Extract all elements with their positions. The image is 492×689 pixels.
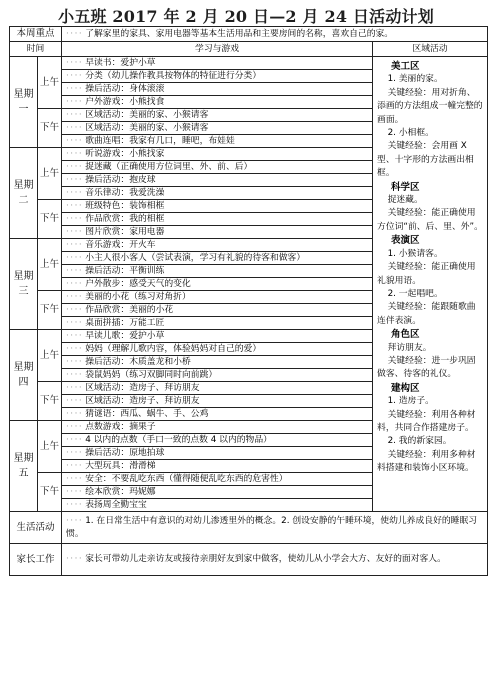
leader-dots: ····	[66, 383, 84, 393]
activity-cell	[62, 304, 373, 317]
activity-cell	[62, 278, 373, 291]
life-text	[62, 512, 488, 544]
leader-dots: ····	[66, 279, 84, 289]
activity-text: 户外游戏：小熊找食	[85, 97, 165, 107]
half-label-pm: 下午	[38, 200, 62, 239]
activity-text: 图片欣赏：家用电器	[85, 227, 165, 237]
leader-dots: ····	[66, 305, 84, 315]
activity-cell	[62, 447, 373, 460]
day-label: 星期二	[10, 148, 38, 239]
life-row	[10, 512, 488, 544]
area-heading: 美工区	[391, 61, 420, 72]
activity-text: 4 以内的点数（手口一致的点数 4 以内的物品）	[85, 435, 272, 445]
activity-cell	[62, 200, 373, 213]
leader-dots: ····	[66, 253, 84, 263]
area-heading: 建构区	[391, 382, 420, 394]
activity-cell	[62, 239, 373, 252]
activity-text: 区域活动：美丽的家、小猴请客	[85, 123, 209, 133]
activity-text: 区域活动：造房子、拜访朋友	[85, 383, 200, 393]
leader-dots: ····	[66, 344, 84, 354]
activity-cell	[62, 317, 373, 330]
activity-text: 分类（幼儿操作教具按物体的特征进行分类）	[85, 71, 262, 81]
header-time: 时间	[10, 42, 62, 57]
activity-text: 早读儿歌：爱护小草	[85, 331, 165, 341]
activity-cell	[62, 83, 373, 96]
activity-text: 听说游戏：小熊找家	[85, 149, 165, 159]
day-label: 星期四	[10, 330, 38, 421]
activity-cell	[62, 174, 373, 187]
activity-text: 音乐游戏：开火车	[85, 240, 156, 250]
leader-dots: ····	[66, 461, 84, 471]
half-label-am: 上午	[38, 239, 62, 291]
activity-cell	[62, 486, 373, 499]
activity-text: 班级特色：装饰相框	[85, 201, 165, 211]
leader-dots: ····	[66, 409, 84, 419]
half-label-pm: 下午	[38, 291, 62, 330]
activity-text: 歌曲连唱：我家有几口，睡吧，布娃娃	[85, 136, 235, 146]
activity-cell	[62, 291, 373, 304]
leader-dots: ····	[66, 266, 84, 276]
leader-dots: ····	[66, 240, 84, 250]
activity-cell	[62, 135, 373, 148]
activity-cell	[62, 213, 373, 226]
activity-text: 操后活动：身体滚滚	[85, 84, 165, 94]
area-heading: 科学区	[391, 181, 420, 193]
activity-text: 桌面拼插：万能工匠	[85, 318, 165, 328]
area-paragraph: 1. 造房子。	[387, 396, 434, 407]
leader-dots: ····	[66, 188, 84, 198]
activity-text: 音乐律动：我爱洗澡	[85, 188, 165, 198]
leader-dots: ····	[66, 149, 84, 159]
activity-text: 操后活动：木质盖龙和小桥	[85, 357, 191, 367]
half-label-pm: 下午	[38, 473, 62, 512]
focus-label: 本周重点	[10, 27, 62, 42]
activity-cell	[62, 109, 373, 122]
activity-cell	[62, 226, 373, 239]
activity-cell	[62, 122, 373, 135]
life-label: 生活活动	[10, 512, 62, 544]
activity-cell	[62, 473, 373, 486]
activity-text: 操后活动：平衡训练	[85, 266, 165, 276]
activity-cell	[62, 148, 373, 161]
area-paragraph: 拜访朋友。	[387, 342, 432, 353]
activity-cell	[62, 369, 373, 382]
leader-dots: ····	[66, 136, 84, 146]
leader-dots: ····	[66, 487, 84, 497]
parents-label: 家长工作	[10, 544, 62, 576]
area-paragraph: 2. 我的新家园。	[387, 436, 452, 447]
leader-dots: ····	[66, 227, 84, 237]
leader-dots: ····	[66, 162, 84, 172]
leader-dots: ····	[66, 318, 84, 328]
area-paragraph: 关键经验：能正确使用礼貌用语。	[377, 262, 476, 286]
leader-dots: ····	[66, 357, 84, 367]
leader-dots: ····	[66, 58, 84, 68]
activity-text: 操后活动：原地拍球	[85, 448, 165, 458]
header-row	[10, 42, 488, 57]
area-paragraph: 捉迷藏。	[387, 195, 423, 206]
activity-cell	[62, 408, 373, 421]
activity-cell	[62, 57, 373, 70]
activity-cell	[62, 265, 373, 278]
activity-text: 绘本欣赏：玛妮娜	[85, 487, 156, 497]
page-title: 小五班 2017 年 2 月 20 日—2 月 24 日活动计划	[58, 7, 434, 26]
activity-text: 作品欣赏：美丽的小花	[85, 305, 174, 315]
day-label: 星期三	[10, 239, 38, 330]
activity-cell	[62, 343, 373, 356]
activity-cell	[62, 96, 373, 109]
activity-cell	[62, 421, 373, 434]
leader-dots: ····	[66, 201, 84, 211]
leader-dots: ····	[66, 331, 84, 341]
parents-text-content: 家长可带幼儿走亲访友或接待亲朋好友到家中做客，使幼儿从小学会大方、友好的面对客人。	[85, 554, 446, 565]
activity-cell	[62, 70, 373, 83]
leader-dots: ····	[66, 292, 84, 302]
activity-text: 大型玩具：滑滑梯	[85, 461, 156, 471]
activity-text: 作品欣赏：我的相框	[85, 214, 165, 224]
area-activities-cell	[373, 57, 488, 512]
activity-text: 区域活动：造房子、拜访朋友	[85, 396, 200, 406]
activity-text: 操后活动：抱皮球	[85, 175, 156, 185]
activity-text: 户外散步：感受天气的变化	[85, 279, 191, 289]
activity-text: 小主人很小客人（尝试表演，学习有礼貌的待客和做客）	[85, 253, 306, 263]
half-label-pm: 下午	[38, 109, 62, 148]
area-paragraph: 2. 小相框。	[387, 128, 434, 139]
leader-dots: ····	[66, 110, 84, 120]
activity-cell	[62, 382, 373, 395]
area-paragraph: 关键经验：能正确使用方位词“前、后、里、外”。	[377, 208, 483, 232]
activity-row	[10, 57, 488, 70]
activity-cell	[62, 161, 373, 174]
activity-cell	[62, 187, 373, 200]
activity-text: 袋鼠妈妈（练习双脚同时向前跳）	[85, 370, 218, 380]
leader-dots: ····	[66, 554, 84, 565]
activity-text: 区域活动：美丽的家、小猴请客	[85, 110, 209, 120]
activity-cell	[62, 499, 373, 512]
activity-text: 点数游戏：摘果子	[85, 422, 156, 432]
activity-text: 妈妈（理解儿歌内容，体验妈妈对自己的爱）	[85, 344, 262, 354]
area-paragraph: 2. 一起唱吧。	[387, 288, 443, 299]
half-label-am: 上午	[38, 330, 62, 382]
life-text-content: 1. 在日常生活中有意识的对幼儿渗透里外的概念。2. 创设安静的午睡环境，使幼儿养成良好的睡眠习惯。	[66, 516, 478, 539]
leader-dots: ····	[66, 448, 84, 458]
activity-cell	[62, 252, 373, 265]
activity-cell	[62, 434, 373, 447]
activity-text: 捉迷藏（正确使用方位词里、外、前、后）	[85, 162, 253, 172]
activity-text: 美丽的小花（练习对角折）	[85, 292, 191, 302]
leader-dots: ····	[66, 422, 84, 432]
activity-cell	[62, 460, 373, 473]
area-paragraph: 关键经验：进一步巩固做客、待客的礼仪。	[377, 355, 476, 380]
area-paragraph: 1. 小猴请客。	[387, 248, 443, 259]
half-label-am: 上午	[38, 421, 62, 473]
area-paragraph: 关键经验：利用多种材料搭建和装饰小区环境。	[377, 449, 476, 474]
day-label: 星期五	[10, 421, 38, 512]
parents-text	[62, 544, 488, 576]
activity-cell	[62, 356, 373, 369]
area-paragraph: 关键经验：用对折角、添画的方法组成一幢完整的画面。	[377, 87, 483, 125]
activity-cell	[62, 395, 373, 408]
leader-dots: ····	[66, 396, 84, 406]
leader-dots: ····	[66, 435, 84, 445]
half-label-am: 上午	[38, 57, 62, 109]
leader-dots: ····	[66, 175, 84, 185]
leader-dots: ····	[66, 474, 84, 484]
header-activities: 学习与游戏	[62, 42, 373, 57]
header-areas: 区域活动	[373, 42, 488, 57]
leader-dots: ····	[66, 97, 84, 107]
activity-text: 表扬周全勤宝宝	[85, 500, 147, 510]
activity-text: 安全：不要乱吃东西（懂得随便乱吃东西的危害性）	[85, 474, 288, 484]
leader-dots: ····	[66, 516, 84, 526]
leader-dots: ····	[66, 84, 84, 94]
focus-row	[10, 27, 488, 42]
area-paragraph: 关键经验：会用画 X 型、十字形的方法画出相框。	[377, 141, 474, 179]
half-label-pm: 下午	[38, 382, 62, 421]
area-heading: 表演区	[391, 235, 420, 247]
leader-dots: ····	[66, 370, 84, 380]
leader-dots: ····	[66, 500, 84, 510]
leader-dots: ····	[66, 71, 84, 81]
area-paragraph: 关键经验：能跟随歌曲连伴表演。	[377, 302, 476, 326]
leader-dots: ····	[66, 123, 84, 133]
activity-text: 早读书：爱护小草	[85, 58, 156, 68]
activity-cell	[62, 330, 373, 343]
day-label: 星期一	[10, 57, 38, 148]
leader-dots: ····	[66, 214, 84, 224]
plan-table	[9, 26, 487, 687]
area-heading: 角色区	[391, 329, 420, 341]
focus-text: ···· 了解家里的家具、家用电器等基本生活用品和主要房间的名称，喜欢自己的家。	[62, 27, 488, 42]
half-label-am: 上午	[38, 148, 62, 200]
parents-row	[10, 544, 488, 576]
area-paragraph: 1. 美丽的家。	[387, 74, 443, 85]
activity-text: 猜谜语：西瓜、蜗牛、手、公鸡	[85, 409, 209, 419]
area-paragraph: 关键经验：利用各种材料，共同合作搭建房子。	[377, 409, 476, 433]
